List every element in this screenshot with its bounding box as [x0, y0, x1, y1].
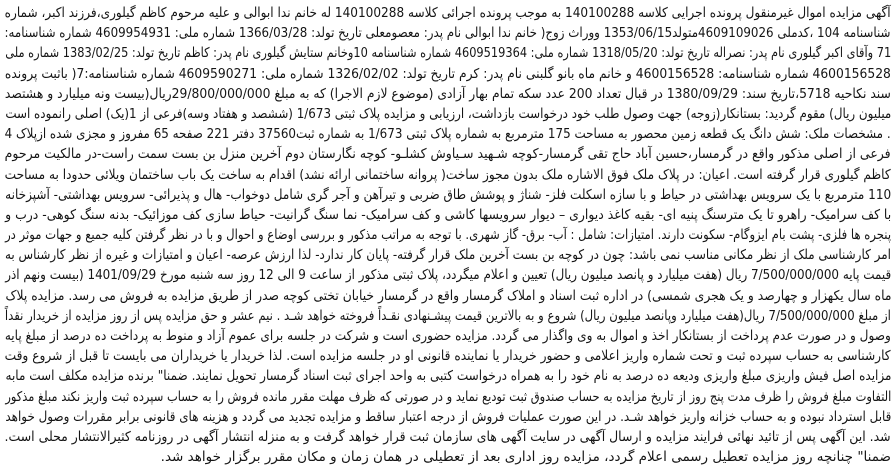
notice-line-text: فرعی از اصلی مذکور واقع در گرمسار،حسین آباد حاج تقی گرمسار-کوچه شـهید سـیاوش کشلـو- کوچه نگارستان دوم آخرین منزل بن بست سمت راست-در مالکیت مرحوم	[5, 146, 891, 163]
notice-line	[5, 84, 891, 104]
notice-line	[5, 346, 891, 366]
notice-line	[5, 165, 891, 185]
notice-line	[5, 387, 891, 407]
notice-line	[5, 43, 891, 63]
notice-line	[5, 265, 891, 285]
notice-line	[5, 23, 891, 43]
notice-line-text: . مشخصات ملک: شش دانگ یک قطعه زمین محصور به مساحت 175 مترمربع به شماره پلاک ثبتی 1/673 به شماره ثبت37560 دفتر 221 صفحه 65 مفروز و مجزی شده ازپلاک 4	[5, 126, 891, 143]
notice-line-text: سند نکاحیه 5718،تاریخ سند: 1380/09/29 در قبال تعداد 200 عدد سکه تمام بهار آزادی (موضوع لازم الاجرا) که به مبلغ 29/800/000/000ریال(بیست ونه میلیارد و هشتصد	[5, 85, 891, 102]
notice-line	[5, 185, 891, 205]
notice-line	[5, 225, 891, 245]
notice-line-text: آگهی مزایده اموال غیرمنقول پرونده اجرایی کلاسه 140100288 به موجب پرونده اجرائی کلاسه 140100288 له خانم ندا ابوالی و علیه مرحوم کاظم گیلوری،فرزند اکبر، شماره	[5, 5, 891, 21]
notice-line-text: میلیون ریال) مقوم گردید: بستانکار(زوجه) جهت وصول طلب خود درخواست بازداشت، ارزیابی و مزایده پلاک ثبتی 1/673 (ششصد و هفتاد وسه)فرعی از 1(یک) اصلی رانموده است	[5, 105, 891, 122]
notice-line	[5, 205, 891, 225]
notice-line-text: قیمت پایه 7/500/000/000 ریال (هفت میلیارد و پانصد میلیون ریال) تعیین و اعلام میگردد، پلاک ثبتی مذکور از ساعت 9 الی 12 روز سه شنبه مورخ 1401/09/29 (بیست ونهم اذر	[5, 267, 891, 284]
notice-line	[5, 104, 891, 124]
notice-line-text: کارشناسی به حساب سپرده ثبت و تحت شماره واریز اعلامی و حضور خریدار یا نماینده قانونی او در جلسه مزایده است. لذا خریدار یا خریداران می بایست تا قبل از شروع وقت	[5, 348, 891, 365]
notice-line-text: مزایده اصل فیش واریزی مبلغ واریزی ودیعه ده درصد به نام خود را به همراه درخواست کتبی به واحد اجرای ثبت اسناد گرمسار تحویل نمایند. ضمنا" برنده مزایده مکلف است مابه	[5, 368, 891, 385]
notice-line-text: قابل استرداد نبوده و به حساب خزانه واریز خواهد شـد. در این صورت عملیات فروش از درجه اعتبار ساقط و مزایده تجدید می گردد و هزینه های قانونی برابر مقررات وصول خواهد	[5, 408, 891, 425]
notice-line	[5, 427, 891, 447]
notice-line	[5, 144, 891, 164]
notice-line-text: 110 مترمربع با یک سرویس بهداشتی در حیاط و با سازه اسکلت فلز- شناژ و پوشش طاق ضربی و تیرآهن و آجر گری شامل دوخواب- هال و پذیرائی- سرویس بهداشتی- آشپزخانه	[5, 186, 891, 203]
notice-line	[5, 286, 891, 306]
notice-line	[5, 3, 891, 23]
notice-line-text: ضمنا" چنانچه روز مزایده تعطیل رسمی اعلام گردد، مزایده روز اداری بعد از تعطیلی در همان زمان و مکان مقرر برگزار خواهد شد.	[160, 449, 891, 466]
notice-line-text: شناسنامه 104 ،کدملی 4609109026متولد1353/06/15 ووراث زوج( خانم ندا ابوالی نام پدر: معصومعلی تاریخ تولد: 1366/03/28 شماره ملی: 4609954931 شماره شناسنامه:	[5, 25, 891, 42]
notice-line-text: 4600156528 شماره شناسنامه: 4600156528 و خانم ماه بانو گلبنی نام پدر: کرم تاریخ تولد: 1326/02/02 شماره ملی: 4609590271 شماره شناسنامه:7( باثبت پرونده	[5, 65, 891, 82]
notice-line	[5, 124, 891, 144]
notice-line	[5, 245, 891, 265]
notice-line	[5, 326, 891, 346]
notice-line-text: التفاوت مبلغ فروش را ظرف مدت پنج روز از تاریخ مزایده به حساب صندوق ثبت تودیع نماید و در صورتی که ظرف مهلت مقرر مانده فروش را به حساب سپرده ثبت واریز نکند مبلغ مذکور	[5, 388, 891, 405]
notice-line	[5, 306, 891, 326]
notice-line-text: وصول و در صورت عدم پرداخت از بستانکار اخذ و اموال به وی واگذار می گردد. مزایده حضوری است و شرکت در جلسه برای عموم آزاد و منوط به پرداخت ده درصد از مبلغ پایه	[5, 328, 891, 344]
notice-line-text: شد. این آگهی پس از تائید نهائی فرایند مزایده و ارسال آگهی در سایت آگهی های سازمان ثبت قرار خواهد گرفت و به منزله انتشار آگهی در روزنامه کثیرالانتشار محلی است.	[5, 428, 891, 445]
notice-line	[5, 64, 891, 84]
notice-line-text: کاظم گیلوری قرار گرفته است. اعیان: در پلاک ملک فوق الاشاره ملک بدون مجوز ساخت( پروانه ساختمانی ارائه نشد) اقدام به ساخت یک باب ساختمان ویلائی حدودا به مساحت	[5, 166, 891, 183]
notice-line-text: پنجره ها فلزی- پشت بام ایزوگام- سکونت دارند. امتیازات: شامل : آب- برق- گاز شهری. با توجه به مراتب مذکور و بررسی اوضاع و احوال و با در نظر گرفتن کلیه جمیع و جهات موثر در	[5, 227, 891, 244]
notice-line-text: از مبلغ 7/500/000/000 ریال(هفت میلیارد وپانصد میلیون ریال) شروع و به بالاترین قیمت پیشـنهادی نقـداً فروخته خواهد شـد . نیم عشر و حق مزایده پس از روز مزایده از خریدار نقداً	[5, 307, 891, 324]
notice-line-text: 71 وآقای اکبر گیلوری نام پدر: نصراله تاریخ تولد: 1318/05/20 شماره ملی: 4609519364 شماره شناسنامه 10وخانم ستایش گیلوری نام پدر: کاظم تاریخ تولد: 1383/02/25 شماره ملی	[5, 45, 891, 62]
notice-line	[5, 407, 891, 427]
notice-line	[5, 366, 891, 386]
notice-body	[5, 3, 891, 467]
notice-line-text: امر کارشناسی ملک از نظر مکانی مناسب نمی باشد: چون در کوچه بن بست آخرین ملک قرار گرفته- پایان کار ندارد- لذا ارزش عرصه- اعیان و امتیازات و غیره از نظر کارشناس به	[5, 247, 891, 264]
notice-line-text: ماه سال یکهزار و چهارصد و یک هجری شمسی) در اداره ثبت اسناد و املاک گرمسار واقع در گرمسار خیابان تختی کوچه صدر از طریق مزایده به فروش می رسد. مزایده پلاک	[5, 287, 891, 304]
notice-line	[5, 447, 891, 467]
notice-line-text: با کف سرامیک- راهرو تا یک مترسنگ پنیه ای- بقیه کاغذ دیواری – دیوار سرویسها کاشی و کف سرامیک- نما سنگ گرانیت- حیاط سازی کف موزائیک- بدنه سنگ کوهی- درب و	[5, 206, 891, 223]
